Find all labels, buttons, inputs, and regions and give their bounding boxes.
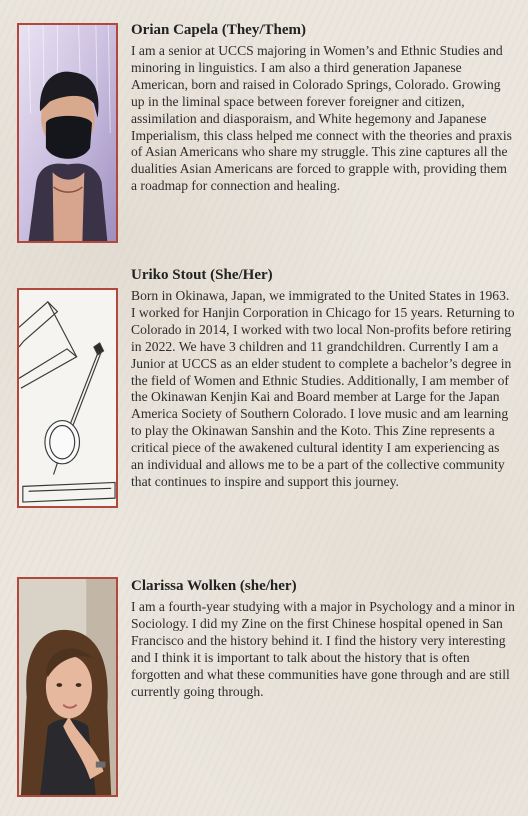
bio-name: Uriko Stout (She/Her) — [131, 267, 273, 283]
bio-name: Clarissa Wolken (she/her) — [131, 578, 297, 594]
portrait-photo — [17, 577, 118, 797]
sanshin-drawing-image — [19, 290, 116, 506]
portrait-masked-person-image — [19, 25, 116, 241]
bio-name: Orian Capela (They/Them) — [131, 22, 306, 38]
portrait-woman-image — [19, 579, 116, 795]
bio-description: Born in Okinawa, Japan, we immigrated to the United States in 1963. I worked for Hanjin Corporation in Chicago for 15 years. Returning to Colorado in 2014, I worked with two local Non-profits before retiring in 2022. We have 3 children and 11 grandchildren. Currently I am a Junior at UCCS as an elder student to complete a bachelor’s degree in the field of Women and Ethnic Studies. Additionally, I am member of the Okinawan Kenjin Kai and Board member at Large for the Japan America Society of Southern Colorado. I love music and am learning to play the Okinawan Sanshin and the Koto. This Zine represents a critical piece of the awakened cultural identity I am experiencing as an individual and allows me to be a part of the collective community that continues to inspire and support this journey. — [131, 288, 515, 489]
bio-description: I am a senior at UCCS majoring in Women’s and Ethnic Studies and minoring in linguistics. I am also a third generation Japanese American, born and raised in Colorado Springs, Colorado. Growing up in the liminal space between forever foreigner and citizen, assimilation and diasporaism, and White hegemony and Japanese Imperialism, this class helped me connect with the theories and praxis of Asian Americans who share my struggle. This zine captures all the dualities Asian Americans are forced to grapple with, providing them a roadmap for connection and healing. — [131, 43, 512, 194]
sanshin-illustration — [17, 288, 118, 508]
bio-description: I am a fourth-year studying with a major in Psychology and a minor in Sociology. I did my Zine on the first Chinese hospital opened in San Francisco and the history behind it. I find the history very interesting and I think it is important to talk about the history that is often forgotten and what these communities have gone through and are still currently going through. — [131, 599, 515, 699]
portrait-photo — [17, 23, 118, 243]
